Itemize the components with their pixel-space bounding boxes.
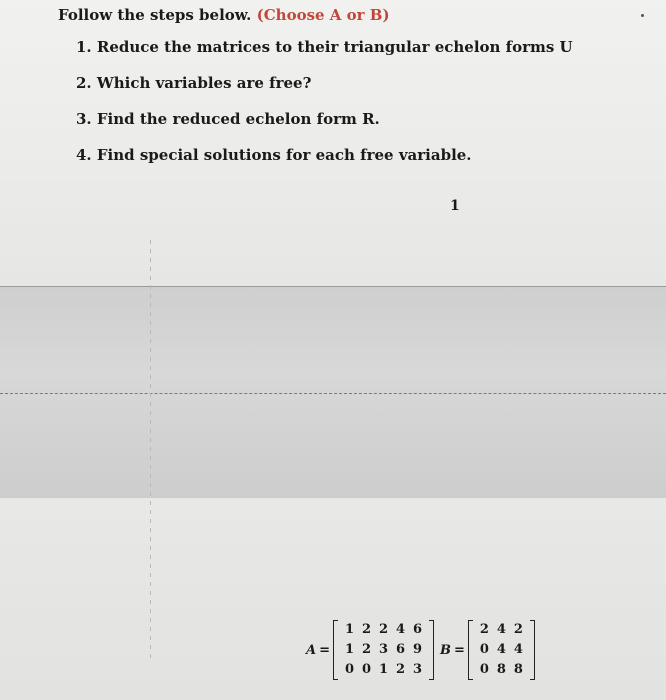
matrix-a-cell: 1 xyxy=(344,642,355,657)
choose-note: (Choose A or B) xyxy=(256,6,390,24)
matrix-b-cell: 8 xyxy=(496,662,506,677)
matrix-a-row xyxy=(341,660,426,680)
step-3: 3. Find the reduced echelon form R. xyxy=(76,110,380,128)
step-4: 4. Find special solutions for each free variable. xyxy=(76,146,472,164)
matrix-b-cell: 4 xyxy=(496,622,506,637)
equals-sign-a: = xyxy=(319,642,330,658)
matrix-b-cell: 4 xyxy=(496,642,506,657)
matrix-a-cell: 2 xyxy=(361,642,372,657)
matrix-a-cell: 4 xyxy=(395,622,406,637)
matrix-a-cell: 1 xyxy=(344,622,355,637)
matrix-equation xyxy=(306,618,535,682)
matrix-a-cell: 9 xyxy=(412,642,423,657)
matrix-b-cell: 0 xyxy=(479,662,489,677)
matrix-a xyxy=(333,620,434,680)
matrix-a-cell: 2 xyxy=(378,622,389,637)
matrix-b-row xyxy=(476,640,527,660)
page-number: 1 xyxy=(450,198,460,214)
matrix-b-cell: 0 xyxy=(479,642,489,657)
instructions-lead: Follow the steps below. xyxy=(58,6,252,24)
matrix-b-row xyxy=(476,660,527,680)
matrix-b-label: B xyxy=(440,642,451,658)
matrix-a-cell: 3 xyxy=(412,662,423,677)
matrix-b-cell: 2 xyxy=(479,622,489,637)
matrix-a-row xyxy=(341,640,426,660)
matrix-a-cell: 2 xyxy=(361,622,372,637)
matrix-b-cell: 2 xyxy=(513,622,523,637)
matrix-b-cell: 8 xyxy=(513,662,523,677)
matrix-b-row xyxy=(476,620,527,640)
matrix-b-cell: 4 xyxy=(513,642,523,657)
margin-line xyxy=(150,240,151,660)
matrix-a-row xyxy=(341,620,426,640)
matrix-a-cell: 1 xyxy=(378,662,389,677)
matrix-a-cell: 3 xyxy=(378,642,389,657)
steps-list xyxy=(76,38,573,182)
matrix-a-cell: 6 xyxy=(412,622,423,637)
equals-sign-b: = xyxy=(454,642,465,658)
instructions-heading xyxy=(58,6,390,24)
matrix-a-label: A xyxy=(306,642,317,658)
corner-dot xyxy=(641,14,644,17)
matrix-a-cell: 0 xyxy=(361,662,372,677)
matrix-b xyxy=(468,620,535,680)
matrix-a-cell: 0 xyxy=(344,662,355,677)
matrix-a-cell: 2 xyxy=(395,662,406,677)
dashed-divider xyxy=(0,393,666,394)
matrix-a-cell: 6 xyxy=(395,642,406,657)
step-1: 1. Reduce the matrices to their triangular echelon forms U xyxy=(76,38,573,56)
step-2: 2. Which variables are free? xyxy=(76,74,312,92)
